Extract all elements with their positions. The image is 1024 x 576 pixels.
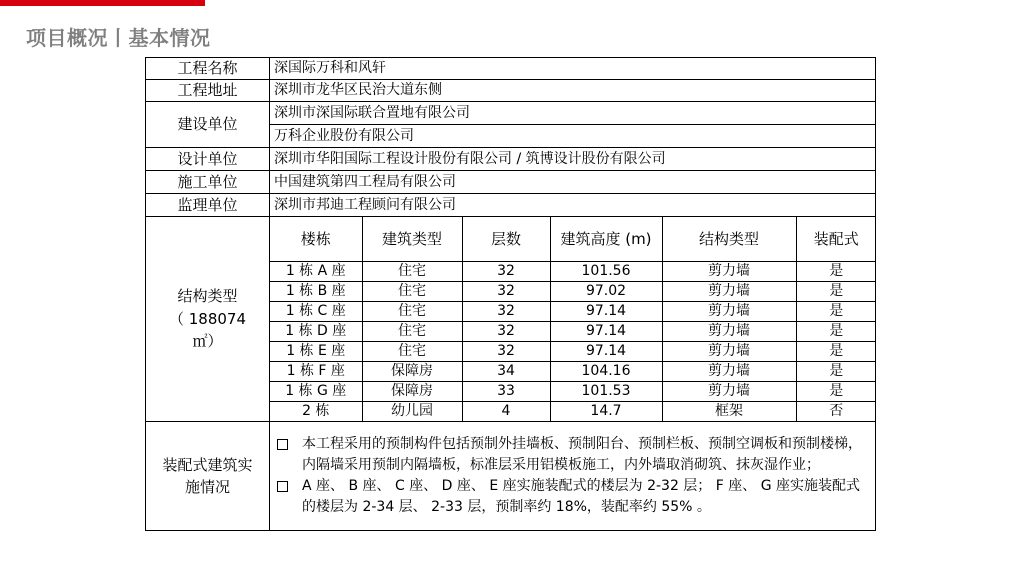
supervisor-label: 监理单位 — [146, 194, 270, 217]
building-name: 1 栋 G 座 — [270, 382, 362, 402]
building-height: 104.16 — [550, 362, 662, 382]
project-address-label: 工程地址 — [146, 80, 270, 102]
project-address-value: 深圳市龙华区民治大道东侧 — [270, 80, 876, 102]
building-floors: 34 — [462, 362, 550, 382]
checkbox-bullet-icon — [277, 481, 288, 492]
column-header-structure: 结构类型 — [662, 217, 796, 262]
table-row — [270, 262, 876, 282]
table-row — [146, 171, 876, 194]
building-prefab: 是 — [796, 342, 876, 362]
column-header-height: 建筑高度 (m) — [550, 217, 662, 262]
column-header-building: 楼栋 — [270, 217, 362, 262]
building-prefab: 是 — [796, 282, 876, 302]
structure-area: （ 188074 ㎡） — [168, 309, 247, 350]
building-structure: 剪力墙 — [662, 382, 796, 402]
building-prefab: 是 — [796, 362, 876, 382]
header-accent-bar — [0, 0, 205, 6]
building-type: 保障房 — [362, 382, 462, 402]
building-structure: 剪力墙 — [662, 282, 796, 302]
prefab-notes-cell — [270, 422, 876, 531]
table-row — [146, 102, 876, 125]
building-structure: 剪力墙 — [662, 302, 796, 322]
structure-type-label-cell — [146, 217, 270, 422]
project-name-label: 工程名称 — [146, 58, 270, 80]
building-name: 1 栋 A 座 — [270, 262, 362, 282]
building-type: 住宅 — [362, 282, 462, 302]
building-prefab: 是 — [796, 322, 876, 342]
building-floors: 4 — [462, 402, 550, 422]
building-type: 保障房 — [362, 362, 462, 382]
building-table-cell — [270, 217, 876, 422]
table-row — [270, 342, 876, 362]
supervisor-value: 深圳市邦迪工程顾问有限公司 — [270, 194, 876, 217]
building-height: 101.56 — [550, 262, 662, 282]
building-floors: 32 — [462, 282, 550, 302]
table-row — [270, 382, 876, 402]
prefab-note-text: A 座、 B 座、 C 座、 D 座、 E 座实施装配式的楼层为 2-32 层； F 座、 G 座实施装配式的楼层为 2-34 层、 2-33 层，预制率约 18%，装配率约 55% 。 — [302, 478, 861, 515]
contractor-label: 施工单位 — [146, 171, 270, 194]
building-height: 14.7 — [550, 402, 662, 422]
building-name: 1 栋 B 座 — [270, 282, 362, 302]
designer-value: 深圳市华阳国际工程设计股份有限公司 / 筑博设计股份有限公司 — [270, 148, 876, 171]
building-type: 住宅 — [362, 302, 462, 322]
developer-value-1: 深圳市深国际联合置地有限公司 — [270, 102, 876, 125]
building-name: 1 栋 F 座 — [270, 362, 362, 382]
table-row — [146, 217, 876, 422]
building-structure: 剪力墙 — [662, 342, 796, 362]
building-height: 97.14 — [550, 322, 662, 342]
building-table — [270, 217, 876, 421]
table-row — [270, 322, 876, 342]
building-name: 1 栋 E 座 — [270, 342, 362, 362]
building-prefab: 是 — [796, 382, 876, 402]
prefab-note-text: 本工程采用的预制构件包括预制外挂墙板、预制阳台、预制栏板、预制空调板和预制楼梯，内隔墙采用预制内隔墙板，标准层采用铝模板施工，内外墙取消砌筑、抹灰湿作业； — [302, 436, 862, 473]
building-floors: 32 — [462, 302, 550, 322]
table-row — [146, 422, 876, 531]
checkbox-bullet-icon — [277, 439, 288, 450]
building-floors: 32 — [462, 262, 550, 282]
building-type: 幼儿园 — [362, 402, 462, 422]
table-row — [270, 362, 876, 382]
project-name-value: 深国际万科和风轩 — [270, 58, 876, 80]
building-height: 101.53 — [550, 382, 662, 402]
project-info-table — [145, 57, 876, 531]
building-prefab: 否 — [796, 402, 876, 422]
page-title: 项目概况丨基本情况 — [26, 26, 211, 50]
table-row — [146, 194, 876, 217]
building-floors: 32 — [462, 342, 550, 362]
building-structure: 剪力墙 — [662, 362, 796, 382]
prefab-note — [276, 476, 869, 518]
table-row — [146, 80, 876, 102]
column-header-building-type: 建筑类型 — [362, 217, 462, 262]
building-name: 1 栋 D 座 — [270, 322, 362, 342]
table-row — [146, 148, 876, 171]
developer-label: 建设单位 — [146, 102, 270, 148]
building-type: 住宅 — [362, 342, 462, 362]
building-structure: 剪力墙 — [662, 322, 796, 342]
structure-type-label: 结构类型 — [177, 286, 238, 305]
table-row — [146, 58, 876, 80]
developer-value-2: 万科企业股份有限公司 — [270, 125, 876, 148]
building-floors: 33 — [462, 382, 550, 402]
contractor-value: 中国建筑第四工程局有限公司 — [270, 171, 876, 194]
building-type: 住宅 — [362, 262, 462, 282]
table-row — [270, 302, 876, 322]
prefab-label: 装配式建筑实施情况 — [146, 422, 270, 531]
prefab-note — [276, 434, 869, 476]
table-row — [270, 282, 876, 302]
building-type: 住宅 — [362, 322, 462, 342]
column-header-floors: 层数 — [462, 217, 550, 262]
building-structure: 框架 — [662, 402, 796, 422]
column-header-prefab: 装配式 — [796, 217, 876, 262]
building-name: 2 栋 — [270, 402, 362, 422]
building-height: 97.02 — [550, 282, 662, 302]
designer-label: 设计单位 — [146, 148, 270, 171]
building-height: 97.14 — [550, 342, 662, 362]
building-name: 1 栋 C 座 — [270, 302, 362, 322]
building-height: 97.14 — [550, 302, 662, 322]
building-prefab: 是 — [796, 302, 876, 322]
table-row — [270, 402, 876, 422]
building-prefab: 是 — [796, 262, 876, 282]
building-table-header — [270, 217, 876, 262]
building-floors: 32 — [462, 322, 550, 342]
building-structure: 剪力墙 — [662, 262, 796, 282]
